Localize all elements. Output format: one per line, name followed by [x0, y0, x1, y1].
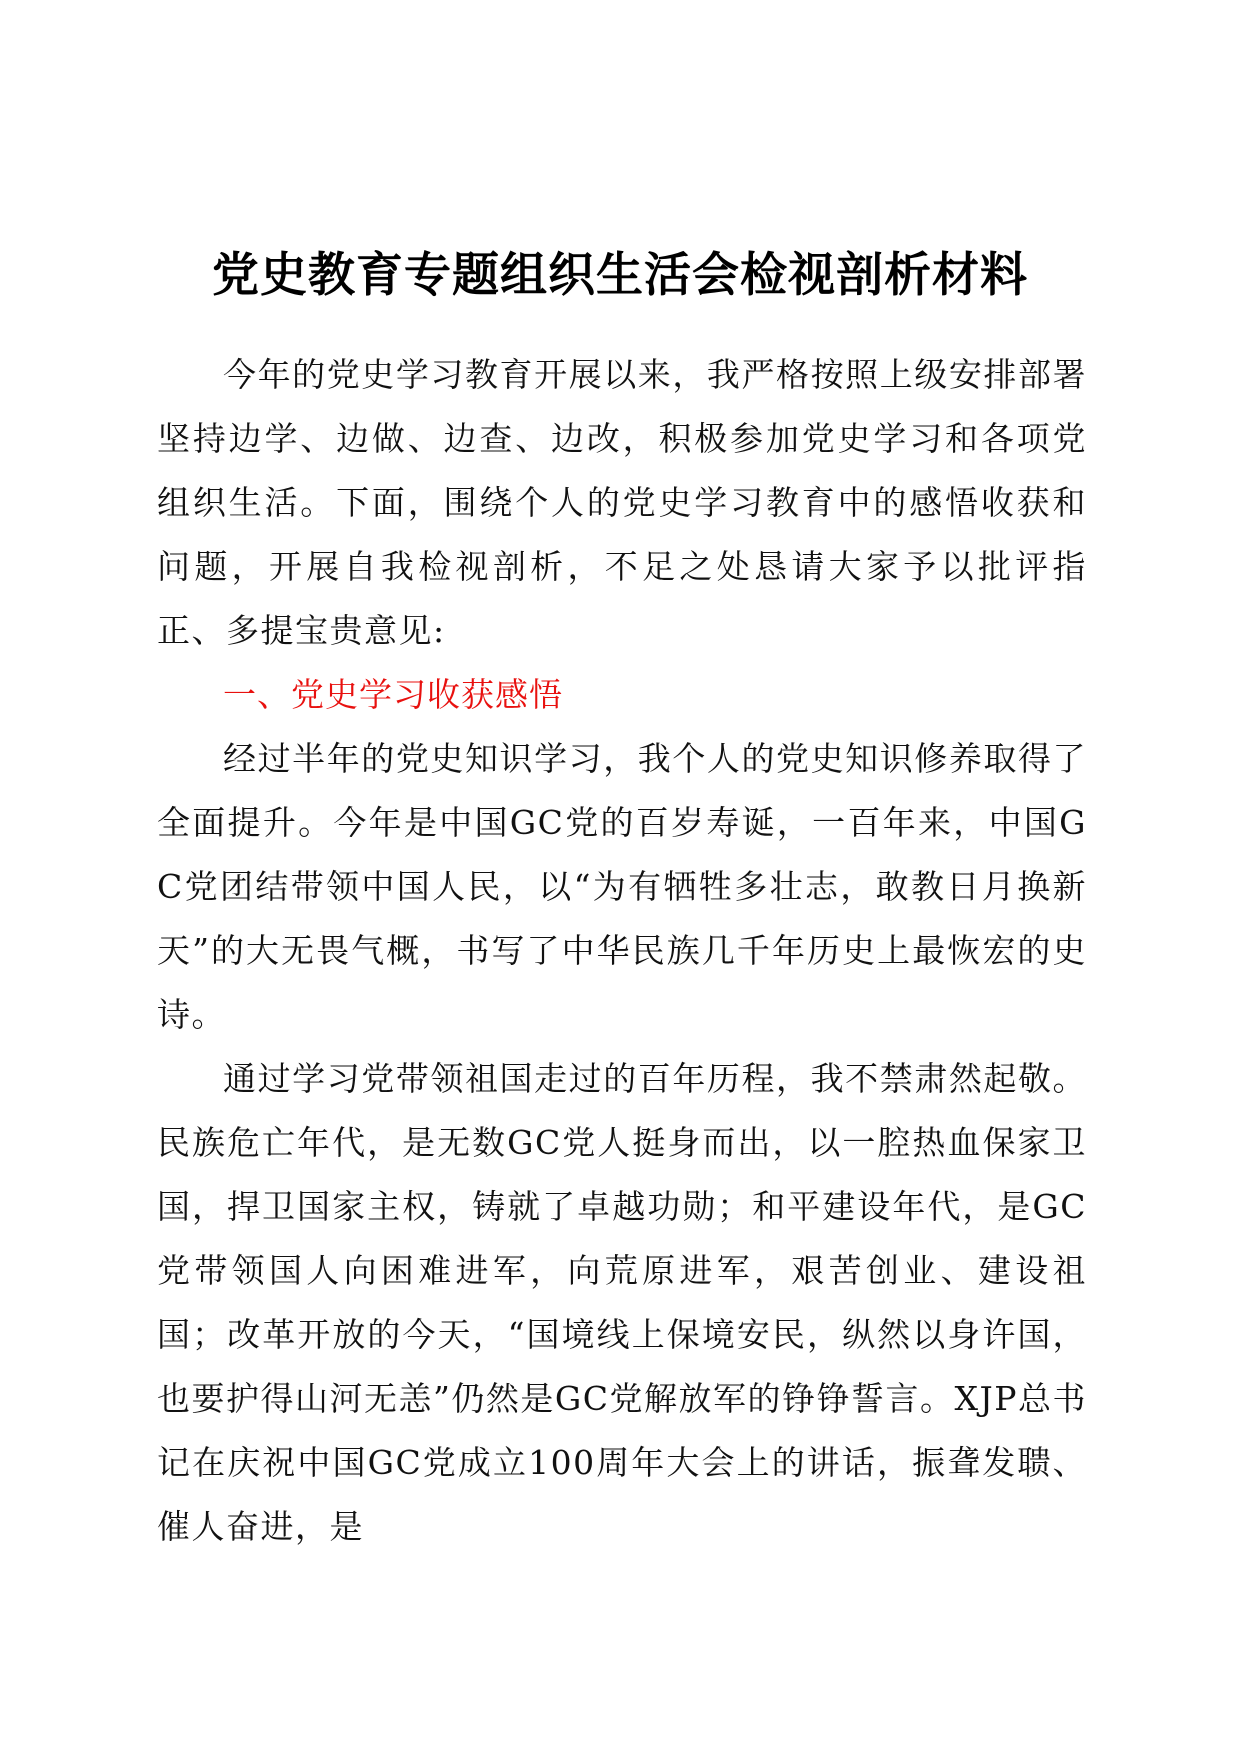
- body-paragraph: 经过半年的党史知识学习，我个人的党史知识修养取得了全面提升。今年是中国GC党的百岁寿诞，一百年来，中国GC党团结带领中国人民，以“为有牺牲多壮志，敢教日月换新天”的大无畏气概，书写了中华民族几千年历史上最恢宏的史诗。: [157, 739, 1087, 1034]
- body-paragraph: 通过学习党带领祖国走过的百年历程，我不禁肃然起敬。民族危亡年代，是无数GC党人挺身而出，以一腔热血保家卫国，捍卫国家主权，铸就了卓越功勋；和平建设年代，是GC党带领国人向困难进军，向荒原进军，艰苦创业、建设祖国；改革开放的今天，“国境线上保境安民，纵然以身许国，也要护得山河无恙”仍然是GC党解放军的铮铮誓言。XJP总书记在庆祝中国GC党成立100周年大会上的讲话，振聋发聩、催人奋进，是: [157, 1059, 1087, 1546]
- section-heading: 一、党史学习收获感悟: [223, 675, 563, 714]
- document-body: [157, 343, 1087, 1559]
- document-title: 党史教育专题组织生活会检视剖析材料: [212, 248, 1028, 303]
- intro-paragraph: 今年的党史学习教育开展以来，我严格按照上级安排部署坚持边学、边做、边查、边改，积极参加党史学习和各项党组织生活。下面，围绕个人的党史学习教育中的感悟收获和问题，开展自我检视剖析，不足之处恳请大家予以批评指正、多提宝贵意见:: [157, 355, 1087, 650]
